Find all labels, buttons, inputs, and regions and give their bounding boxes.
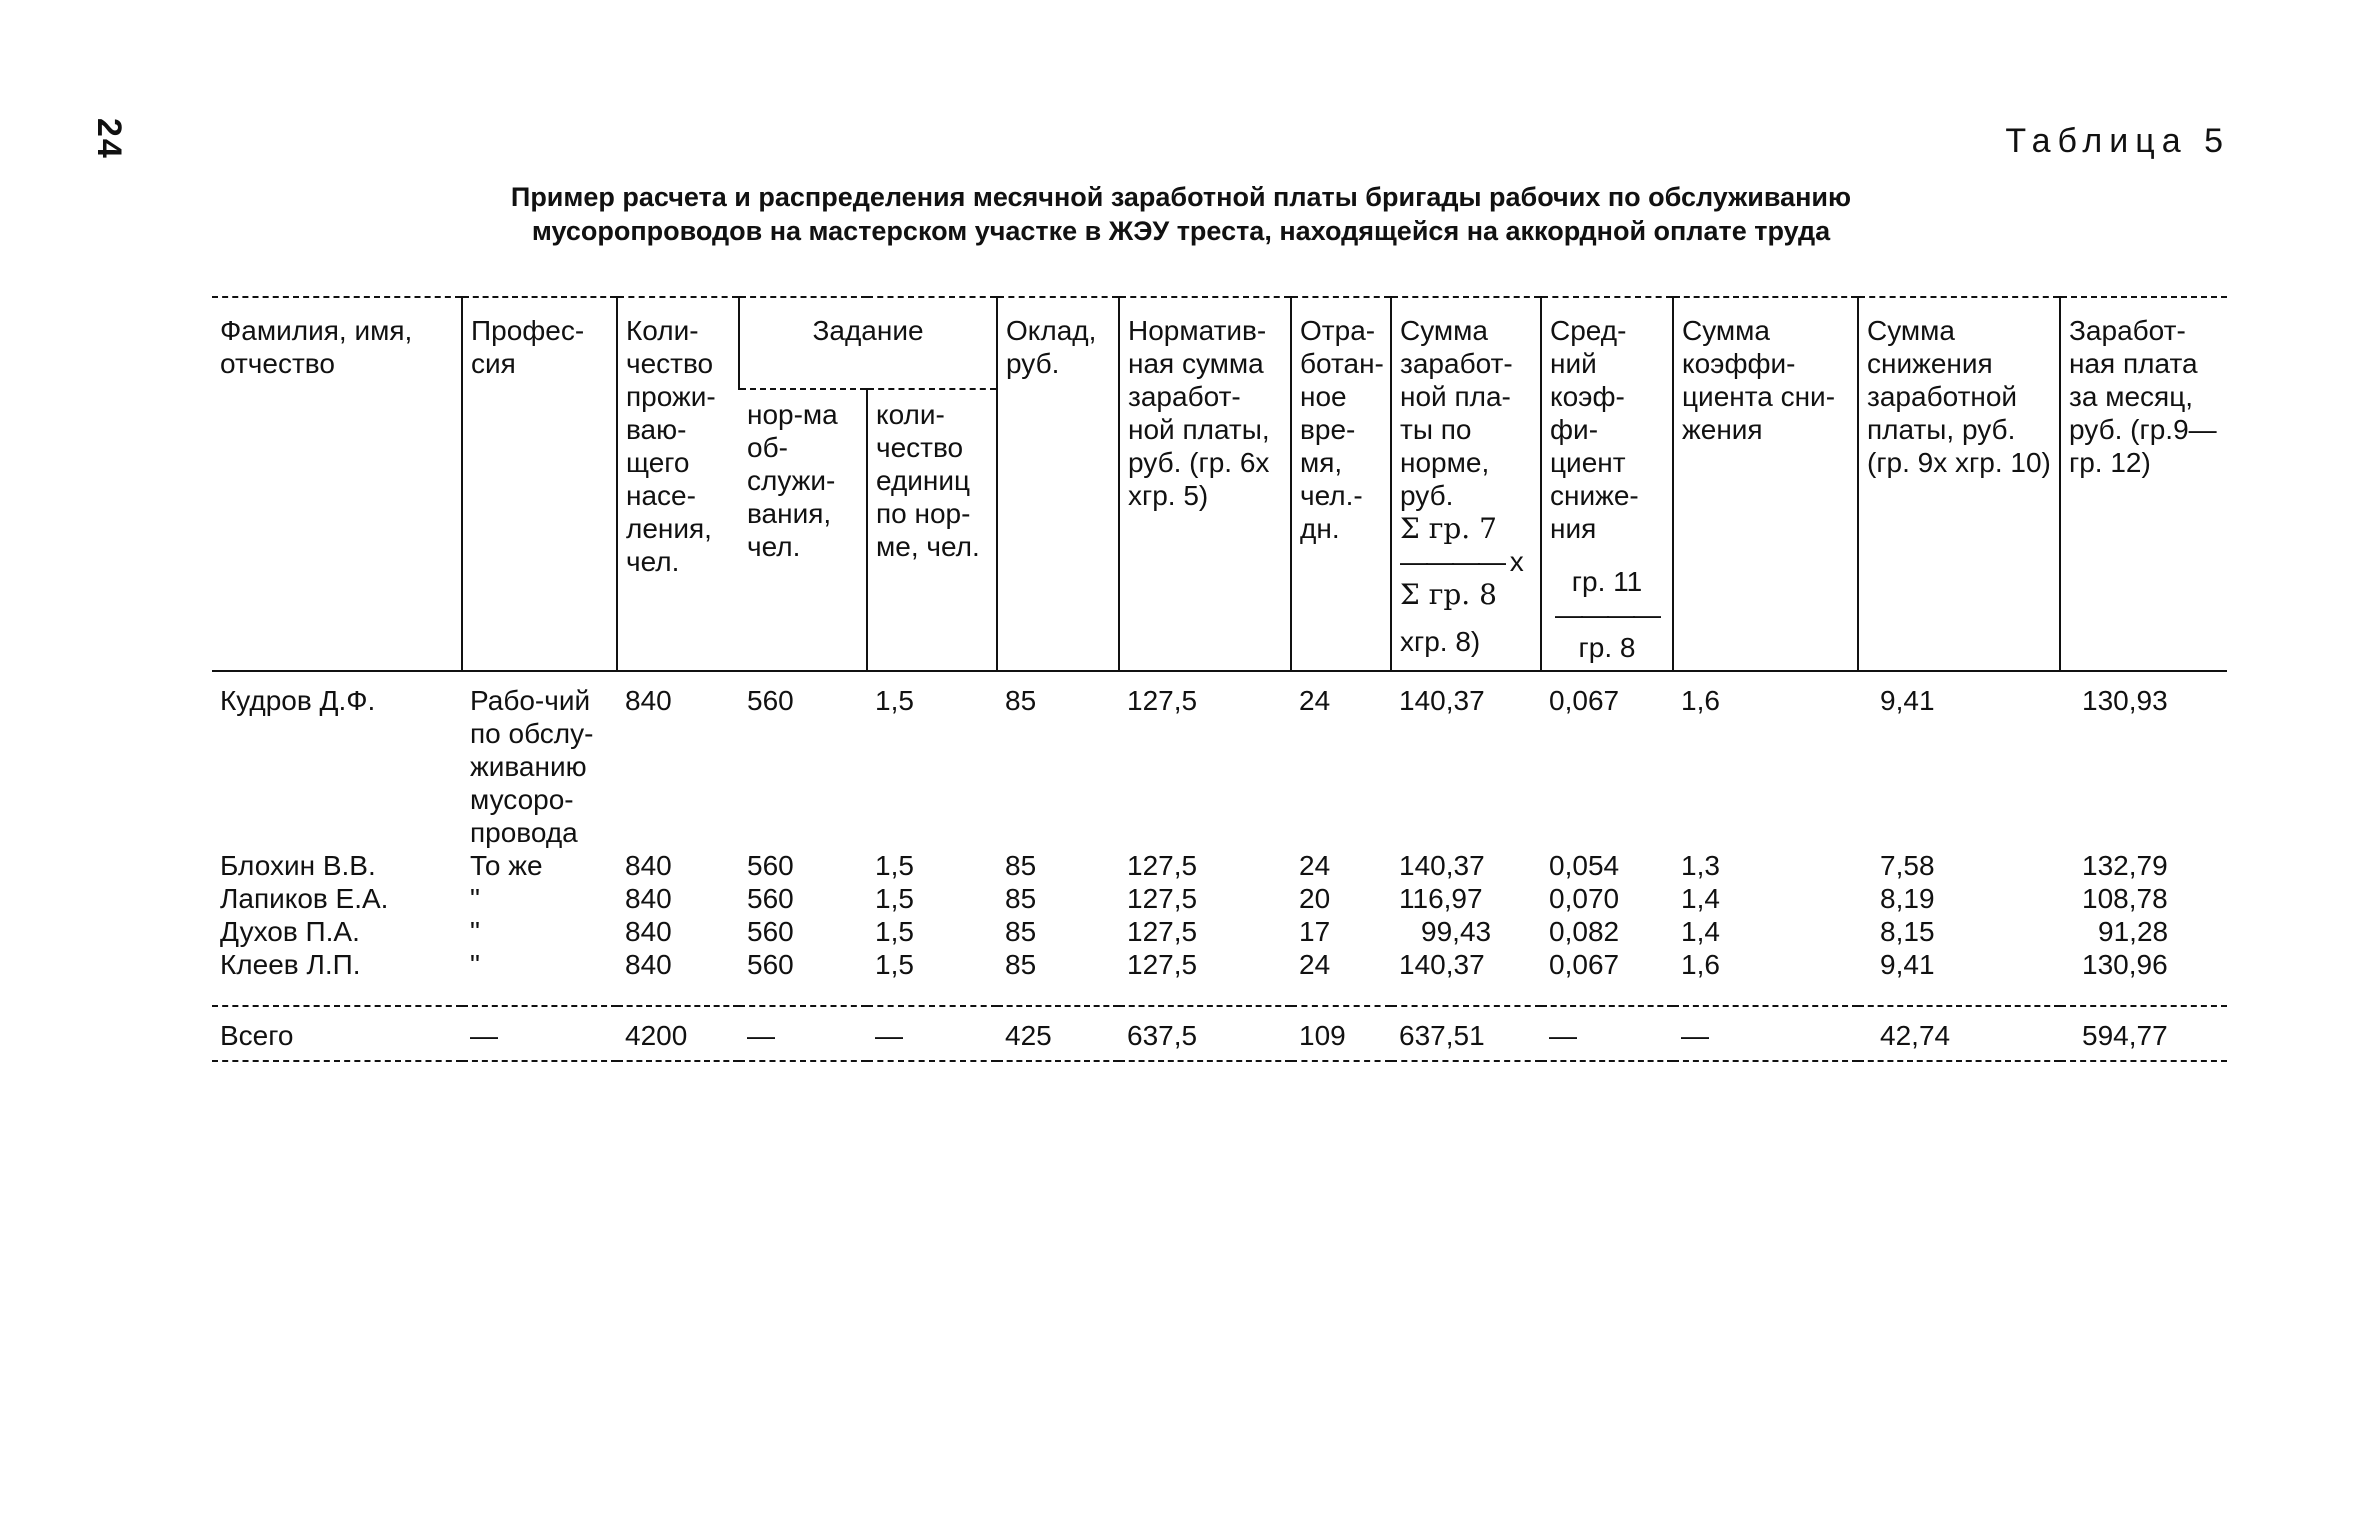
header-name: Фамилия, имя, отчество xyxy=(212,297,462,671)
cell-norm-sum: 127,5 xyxy=(1127,685,1198,716)
cell-avg-coef: 0,082 xyxy=(1549,916,1620,947)
cell-residents: 840 xyxy=(625,685,672,716)
cell-worked-time: 24 xyxy=(1299,685,1331,716)
avg-line1: Сред-ний коэф-фи-циент сниже-ния xyxy=(1550,315,1639,544)
cell-residents: 840 xyxy=(625,850,672,881)
total-row xyxy=(212,1006,2227,1061)
total-name: Всего xyxy=(212,1006,462,1061)
total-norm-sum: 637,5 xyxy=(1119,1006,1291,1061)
table-title xyxy=(0,180,2362,248)
cell-name: Лапиков Е.А. xyxy=(220,883,389,914)
header-salary: Оклад, руб. xyxy=(997,297,1119,671)
cell-coef-sum: 1,6 xyxy=(1681,949,1720,980)
cell-norm-sum: 127,5 xyxy=(1127,850,1198,881)
cell-worked-time: 20 xyxy=(1299,883,1331,914)
table-row xyxy=(212,882,2227,915)
cell-name: Клеев Л.П. xyxy=(220,949,361,980)
cell-sum-by-norm: 99,43 xyxy=(1421,916,1492,947)
sum-line1: Сумма заработ-ной пла-ты по норме, руб. xyxy=(1400,315,1513,511)
cell-reduction-sum: 8,15 xyxy=(1880,916,1935,947)
salary-table xyxy=(212,296,2227,1062)
header-zadanie: Задание xyxy=(739,297,997,389)
total-units-norm: — xyxy=(867,1006,997,1061)
header-profession: Профес-сия xyxy=(462,297,617,671)
table-row xyxy=(212,948,2227,981)
cell-salary: 85 xyxy=(1005,949,1037,980)
cell-monthly-pay: 130,93 xyxy=(2082,685,2168,716)
table-row xyxy=(212,849,2227,882)
cell-avg-coef: 0,070 xyxy=(1549,883,1620,914)
avg-gr11: гр. 11 xyxy=(1571,566,1643,597)
cell-sum-by-norm: 140,37 xyxy=(1399,685,1485,716)
header-worked-time: Отра-ботан-ное вре-мя, чел.-дн. xyxy=(1291,297,1391,671)
cell-units-norm: 1,5 xyxy=(875,883,914,914)
cell-units-norm: 1,5 xyxy=(875,949,914,980)
total-coef-sum: — xyxy=(1673,1006,1858,1061)
total-monthly-pay: 594,77 xyxy=(2060,1006,2227,1061)
cell-residents: 840 xyxy=(625,949,672,980)
table-label: Таблица 5 xyxy=(2005,122,2230,160)
title-line-2: мусоропроводов на мастерском участке в ЖЭУ треста, находящейся на аккордной оплате труда xyxy=(531,216,1831,246)
total-sum-by-norm: 637,51 xyxy=(1391,1006,1541,1061)
spacer-row xyxy=(212,981,2227,1006)
cell-coef-sum: 1,4 xyxy=(1681,883,1720,914)
cell-reduction-sum: 8,19 xyxy=(1880,883,1935,914)
cell-avg-coef: 0,067 xyxy=(1549,949,1620,980)
header-coef-sum: Сумма коэффи-циента сни-жения xyxy=(1673,297,1858,671)
cell-monthly-pay: 91,28 xyxy=(2098,916,2169,947)
cell-profession: То же xyxy=(470,850,543,881)
cell-salary: 85 xyxy=(1005,850,1037,881)
avg-fraction-dash: ———— xyxy=(1555,599,1660,630)
header-reduction-sum: Сумма снижения заработной платы, руб. (гр. 9х хгр. 10) xyxy=(1858,297,2060,671)
header-avg-coef xyxy=(1541,297,1673,671)
page-number: 24 xyxy=(90,118,128,160)
cell-norm-service: 560 xyxy=(747,850,794,881)
cell-salary: 85 xyxy=(1005,916,1037,947)
cell-worked-time: 24 xyxy=(1299,850,1331,881)
total-worked-time: 109 xyxy=(1291,1006,1391,1061)
sum-end: хгр. 8) xyxy=(1400,626,1481,657)
header-norm-service: нор-ма об-служи-вания, чел. xyxy=(739,389,867,671)
total-profession: — xyxy=(462,1006,617,1061)
cell-norm-service: 560 xyxy=(747,916,794,947)
title-line-1: Пример расчета и распределения месячной заработной платы бригады рабочих по обслуживанию xyxy=(510,182,1852,212)
cell-name: Духов П.А. xyxy=(220,916,360,947)
total-avg-coef: — xyxy=(1541,1006,1673,1061)
header-residents: Коли-чество прожи-ваю-щего насе-ления, чел. xyxy=(617,297,739,671)
total-salary: 425 xyxy=(997,1006,1119,1061)
cell-residents: 840 xyxy=(625,916,672,947)
table-row xyxy=(212,915,2227,948)
cell-norm-sum: 127,5 xyxy=(1127,916,1198,947)
cell-monthly-pay: 130,96 xyxy=(2082,949,2168,980)
spacer-cell xyxy=(212,981,2227,1006)
cell-norm-sum: 127,5 xyxy=(1127,949,1198,980)
header-units-norm: коли-чество единиц по нор-ме, чел. xyxy=(867,389,997,671)
cell-sum-by-norm: 140,37 xyxy=(1399,850,1485,881)
cell-profession: " xyxy=(470,883,480,914)
cell-avg-coef: 0,054 xyxy=(1549,850,1620,881)
cell-worked-time: 24 xyxy=(1299,949,1331,980)
cell-coef-sum: 1,6 xyxy=(1681,685,1720,716)
total-norm-service: — xyxy=(739,1006,867,1061)
total-reduction-sum: 42,74 xyxy=(1858,1006,2060,1061)
cell-profession: " xyxy=(470,916,480,947)
table-row xyxy=(212,671,2227,849)
sum-sigma-8: Σ гр. 8 xyxy=(1400,578,1497,611)
cell-sum-by-norm: 140,37 xyxy=(1399,949,1485,980)
cell-reduction-sum: 9,41 xyxy=(1880,685,1935,716)
cell-sum-by-norm: 116,97 xyxy=(1399,883,1483,914)
cell-reduction-sum: 7,58 xyxy=(1880,850,1935,881)
cell-units-norm: 1,5 xyxy=(875,916,914,947)
cell-reduction-sum: 9,41 xyxy=(1880,949,1935,980)
header-norm-sum: Норматив-ная сумма заработ-ной платы, руб. (гр. 6х хгр. 5) xyxy=(1119,297,1291,671)
total-residents: 4200 xyxy=(617,1006,739,1061)
header-monthly-pay: Заработ-ная плата за месяц, руб. (гр.9— гр. 12) xyxy=(2060,297,2227,671)
avg-gr8: гр. 8 xyxy=(1578,632,1636,663)
cell-units-norm: 1,5 xyxy=(875,850,914,881)
cell-name: Кудров Д.Ф. xyxy=(220,685,376,716)
cell-units-norm: 1,5 xyxy=(875,685,914,716)
cell-name: Блохин В.В. xyxy=(220,850,376,881)
cell-profession: " xyxy=(470,949,480,980)
cell-worked-time: 17 xyxy=(1299,916,1331,947)
cell-salary: 85 xyxy=(1005,883,1037,914)
cell-monthly-pay: 108,78 xyxy=(2082,883,2168,914)
cell-residents: 840 xyxy=(625,883,672,914)
cell-norm-service: 560 xyxy=(747,949,794,980)
cell-profession: Рабо-чий по обслу-живанию мусоро-провода xyxy=(470,685,594,848)
sum-sigma-7: Σ гр. 7 xyxy=(1400,512,1497,545)
cell-coef-sum: 1,4 xyxy=(1681,916,1720,947)
cell-monthly-pay: 132,79 xyxy=(2082,850,2168,881)
cell-avg-coef: 0,067 xyxy=(1549,685,1620,716)
cell-norm-sum: 127,5 xyxy=(1127,883,1198,914)
cell-norm-service: 560 xyxy=(747,685,794,716)
sum-fraction-dash: ———— х xyxy=(1400,546,1522,577)
cell-coef-sum: 1,3 xyxy=(1681,850,1720,881)
cell-norm-service: 560 xyxy=(747,883,794,914)
header-sum-by-norm xyxy=(1391,297,1541,671)
cell-salary: 85 xyxy=(1005,685,1037,716)
